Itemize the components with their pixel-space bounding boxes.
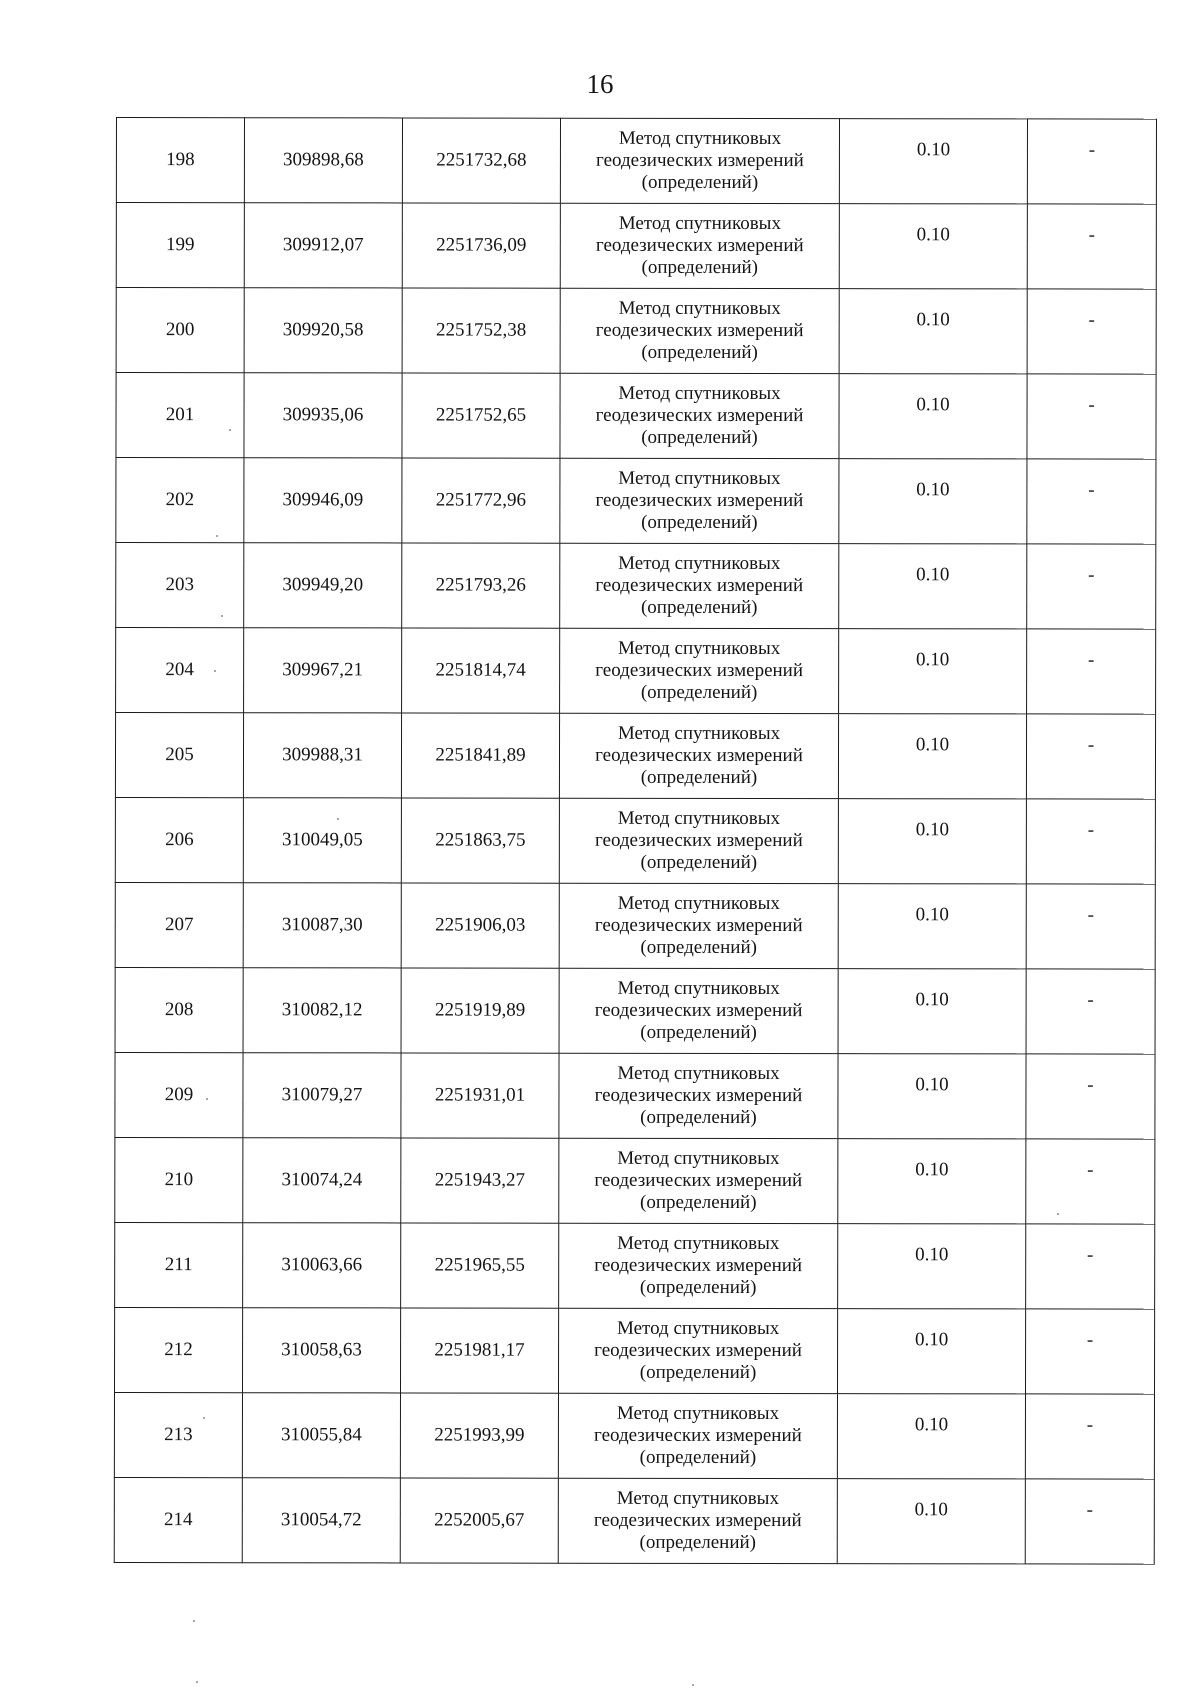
y-coordinate-cell: 2251793,26 xyxy=(402,543,560,628)
method-line: Метод спутниковых xyxy=(618,297,781,320)
method-line: геодезических измерений xyxy=(594,1254,803,1277)
table-row xyxy=(115,713,1155,800)
method-line: (определений) xyxy=(640,766,758,789)
scan-speck xyxy=(193,1620,195,1622)
point-number-cell: 214 xyxy=(114,1477,242,1562)
x-coordinate-cell: 309988,31 xyxy=(243,713,401,798)
note-cell: - xyxy=(1025,1309,1154,1394)
scan-speck xyxy=(196,1681,198,1683)
table-row xyxy=(116,203,1156,290)
accuracy-cell: 0.10 xyxy=(838,1139,1026,1224)
point-number-cell: 212 xyxy=(114,1307,242,1392)
method-line: Метод спутниковых xyxy=(617,1147,780,1170)
method-cell xyxy=(559,1138,838,1223)
y-coordinate-cell: 2251919,89 xyxy=(401,968,559,1053)
method-line: геодезических измерений xyxy=(594,829,803,852)
x-coordinate-cell: 309967,21 xyxy=(244,628,402,713)
y-coordinate-cell: 2251841,89 xyxy=(401,713,559,798)
method-line: (определений) xyxy=(640,1191,757,1214)
accuracy-cell: 0.10 xyxy=(838,714,1026,799)
accuracy-cell: 0.10 xyxy=(839,204,1027,289)
table-row xyxy=(116,288,1156,375)
accuracy-cell: 0.10 xyxy=(839,459,1027,544)
method-cell xyxy=(559,968,838,1053)
y-coordinate-cell: 2251981,17 xyxy=(400,1308,558,1393)
x-coordinate-cell: 310082,12 xyxy=(243,968,401,1053)
table-row xyxy=(114,1307,1154,1394)
y-coordinate-cell: 2251965,55 xyxy=(401,1223,559,1308)
table-row xyxy=(115,967,1155,1054)
point-number-cell: 211 xyxy=(115,1222,243,1307)
y-coordinate-cell: 2251814,74 xyxy=(402,628,560,713)
method-line: (определений) xyxy=(641,426,758,449)
x-coordinate-cell: 310087,30 xyxy=(243,883,401,968)
x-coordinate-cell: 309946,09 xyxy=(244,458,402,543)
method-line: Метод спутниковых xyxy=(618,637,781,660)
method-line: геодезических измерений xyxy=(595,574,804,597)
y-coordinate-cell: 2251732,68 xyxy=(402,118,560,203)
method-line: геодезических измерений xyxy=(595,404,804,427)
method-line: (определений) xyxy=(641,511,758,534)
method-line: геодезических измерений xyxy=(596,149,804,172)
method-cell xyxy=(559,713,838,798)
y-coordinate-cell: 2251906,03 xyxy=(401,883,559,968)
note-cell: - xyxy=(1026,884,1155,969)
note-cell: - xyxy=(1026,714,1155,799)
method-cell xyxy=(560,288,839,373)
method-line: Метод спутниковых xyxy=(618,467,781,490)
method-line: Метод спутниковых xyxy=(618,127,782,150)
method-line: (определений) xyxy=(639,1361,757,1384)
note-cell: - xyxy=(1027,544,1156,629)
point-number-cell: 204 xyxy=(116,628,244,713)
point-number-cell: 206 xyxy=(115,797,243,882)
method-line: (определений) xyxy=(640,596,758,619)
scan-speck xyxy=(692,1684,694,1686)
point-number-cell: 209 xyxy=(115,1052,243,1137)
table-row xyxy=(116,118,1156,205)
method-cell xyxy=(558,1308,837,1393)
accuracy-cell: 0.10 xyxy=(837,1394,1025,1479)
scan-speck xyxy=(206,1098,208,1100)
scan-speck xyxy=(221,615,223,617)
method-line: геодезических измерений xyxy=(594,1339,802,1362)
accuracy-cell: 0.10 xyxy=(839,374,1027,459)
method-cell xyxy=(560,543,839,628)
y-coordinate-cell: 2252005,67 xyxy=(400,1478,558,1563)
note-cell: - xyxy=(1027,629,1156,714)
y-coordinate-cell: 2251736,09 xyxy=(402,203,560,288)
method-line: геодезических измерений xyxy=(595,659,804,682)
method-line: Метод спутниковых xyxy=(617,1232,780,1255)
note-cell: - xyxy=(1026,1054,1155,1139)
method-line: геодезических измерений xyxy=(595,234,804,257)
point-number-cell: 207 xyxy=(115,882,243,967)
method-line: (определений) xyxy=(640,681,758,704)
method-line: геодезических измерений xyxy=(594,1424,802,1447)
note-cell: - xyxy=(1027,204,1156,289)
method-line: (определений) xyxy=(639,1276,757,1299)
method-line: геодезических измерений xyxy=(594,999,803,1022)
scan-speck xyxy=(229,429,231,431)
x-coordinate-cell: 309898,68 xyxy=(244,118,402,203)
table-row xyxy=(114,1477,1154,1564)
method-line: (определений) xyxy=(641,341,758,364)
table-row xyxy=(116,628,1156,715)
x-coordinate-cell: 310079,27 xyxy=(243,1053,401,1138)
method-cell xyxy=(560,458,839,543)
method-line: (определений) xyxy=(641,256,759,279)
table-row xyxy=(115,1137,1155,1224)
page-number: 16 xyxy=(586,69,614,99)
point-number-cell: 208 xyxy=(115,967,243,1052)
accuracy-cell: 0.10 xyxy=(839,544,1027,629)
note-cell: - xyxy=(1026,1224,1155,1309)
method-line: геодезических измерений xyxy=(593,1509,802,1532)
x-coordinate-cell: 310058,63 xyxy=(242,1308,400,1393)
method-cell xyxy=(559,1053,838,1138)
point-number-cell: 205 xyxy=(115,713,243,798)
method-line: Метод спутниковых xyxy=(618,212,781,235)
method-cell xyxy=(560,628,839,713)
point-number-cell: 203 xyxy=(116,543,244,628)
method-line: (определений) xyxy=(640,851,758,874)
scan-speck xyxy=(337,818,339,820)
table-row xyxy=(115,1222,1155,1309)
method-line: (определений) xyxy=(639,1446,757,1469)
note-cell: - xyxy=(1026,799,1155,884)
y-coordinate-cell: 2251993,99 xyxy=(400,1393,558,1478)
x-coordinate-cell: 309949,20 xyxy=(244,543,402,628)
method-line: (определений) xyxy=(639,1531,757,1554)
table-row xyxy=(115,797,1155,884)
method-cell xyxy=(559,798,838,883)
note-cell: - xyxy=(1027,119,1156,204)
x-coordinate-cell: 310074,24 xyxy=(243,1138,401,1223)
method-line: геодезических измерений xyxy=(594,914,803,937)
x-coordinate-cell: 309912,07 xyxy=(244,203,402,288)
table-row xyxy=(116,458,1156,545)
point-number-cell: 199 xyxy=(116,203,244,288)
y-coordinate-cell: 2251943,27 xyxy=(401,1138,559,1223)
method-line: Метод спутниковых xyxy=(617,722,781,745)
y-coordinate-cell: 2251752,65 xyxy=(402,373,560,458)
y-coordinate-cell: 2251772,96 xyxy=(402,458,560,543)
method-line: (определений) xyxy=(640,936,757,959)
point-number-cell: 213 xyxy=(114,1392,242,1477)
method-cell xyxy=(560,373,839,458)
scan-speck xyxy=(203,1417,205,1419)
accuracy-cell: 0.10 xyxy=(838,1224,1026,1309)
point-number-cell: 210 xyxy=(115,1137,243,1222)
table-row xyxy=(115,1052,1155,1139)
coordinates-table xyxy=(114,117,1157,1565)
method-line: Метод спутниковых xyxy=(617,807,781,830)
note-cell: - xyxy=(1025,1394,1154,1479)
table-row xyxy=(115,882,1155,969)
method-line: Метод спутниковых xyxy=(617,1062,780,1085)
method-line: Метод спутниковых xyxy=(616,1487,779,1510)
note-cell: - xyxy=(1026,969,1155,1054)
table-body xyxy=(114,118,1156,1565)
method-line: (определений) xyxy=(641,171,759,194)
method-cell xyxy=(559,1223,838,1308)
method-line: (определений) xyxy=(640,1106,757,1129)
x-coordinate-cell: 309920,58 xyxy=(244,288,402,373)
method-line: (определений) xyxy=(640,1021,757,1044)
point-number-cell: 202 xyxy=(116,458,244,543)
note-cell: - xyxy=(1027,289,1156,374)
table-row xyxy=(114,1392,1154,1479)
y-coordinate-cell: 2251931,01 xyxy=(401,1053,559,1138)
accuracy-cell: 0.10 xyxy=(839,289,1027,374)
note-cell: - xyxy=(1026,1139,1155,1224)
scan-speck xyxy=(1057,1213,1059,1215)
method-line: Метод спутниковых xyxy=(618,382,781,405)
method-line: геодезических измерений xyxy=(595,744,803,767)
accuracy-cell: 0.10 xyxy=(838,884,1026,969)
accuracy-cell: 0.10 xyxy=(837,1309,1025,1394)
method-line: геодезических измерений xyxy=(595,489,804,512)
y-coordinate-cell: 2251863,75 xyxy=(401,798,559,883)
method-cell xyxy=(560,203,839,288)
method-line: геодезических измерений xyxy=(594,1084,803,1107)
method-line: геодезических измерений xyxy=(594,1169,803,1192)
table-row xyxy=(116,373,1156,460)
x-coordinate-cell: 310063,66 xyxy=(243,1223,401,1308)
accuracy-cell: 0.10 xyxy=(838,799,1026,884)
method-cell xyxy=(558,1393,837,1478)
method-cell xyxy=(559,883,838,968)
accuracy-cell: 0.10 xyxy=(839,119,1027,204)
point-number-cell: 200 xyxy=(116,288,244,373)
note-cell: - xyxy=(1027,374,1156,459)
method-line: Метод спутниковых xyxy=(616,1402,780,1425)
accuracy-cell: 0.10 xyxy=(839,629,1027,714)
scan-speck xyxy=(216,535,218,537)
scan-speck xyxy=(214,670,216,672)
point-number-cell: 201 xyxy=(116,373,244,458)
table-row xyxy=(116,543,1156,630)
y-coordinate-cell: 2251752,38 xyxy=(402,288,560,373)
note-cell: - xyxy=(1025,1479,1154,1564)
method-line: Метод спутниковых xyxy=(617,892,780,915)
accuracy-cell: 0.10 xyxy=(837,1479,1025,1564)
point-number-cell: 198 xyxy=(116,118,244,203)
note-cell: - xyxy=(1027,459,1156,544)
x-coordinate-cell: 310049,05 xyxy=(243,798,401,883)
x-coordinate-cell: 309935,06 xyxy=(244,373,402,458)
method-cell xyxy=(558,1478,837,1563)
x-coordinate-cell: 310054,72 xyxy=(242,1478,400,1563)
method-line: Метод спутниковых xyxy=(618,552,781,575)
x-coordinate-cell: 310055,84 xyxy=(242,1393,400,1478)
accuracy-cell: 0.10 xyxy=(838,1054,1026,1139)
method-line: Метод спутниковых xyxy=(617,977,780,1000)
method-cell xyxy=(560,118,839,203)
accuracy-cell: 0.10 xyxy=(838,969,1026,1054)
method-line: геодезических измерений xyxy=(595,319,804,342)
method-line: Метод спутниковых xyxy=(616,1317,780,1340)
